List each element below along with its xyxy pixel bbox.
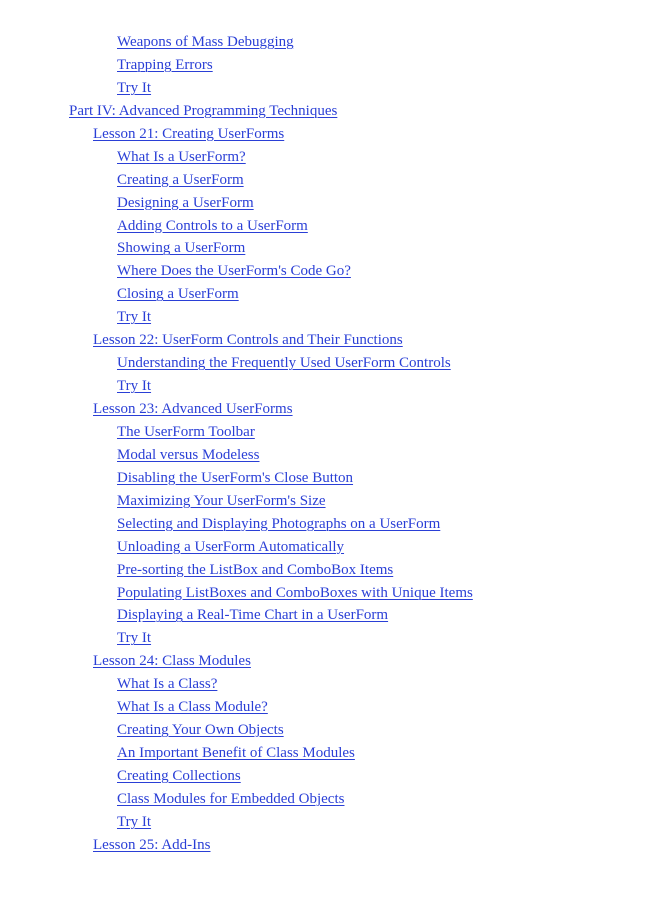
toc-section-link[interactable]: Designing a UserForm	[117, 194, 254, 211]
toc-section-link[interactable]: Try It	[117, 309, 152, 326]
toc-section-link[interactable]: Populating ListBoxes and ComboBoxes with Unique Items	[117, 584, 473, 601]
toc-section-link[interactable]: Weapons of Mass Debugging	[117, 34, 294, 50]
toc-lesson-link[interactable]: Lesson 22: UserForm Controls and Their Functions	[93, 332, 403, 349]
toc-section-link[interactable]: What Is a Class Module?	[117, 699, 268, 716]
toc-section-link[interactable]: Where Does the UserForm's Code Go?	[117, 263, 351, 280]
toc-lesson-link[interactable]: Lesson 21: Creating UserForms	[93, 125, 285, 142]
toc-section-link[interactable]: Selecting and Displaying Photographs on a UserForm	[117, 515, 441, 532]
toc-section-link[interactable]: Adding Controls to a UserForm	[117, 217, 308, 234]
toc-section-link[interactable]: Trapping Errors	[117, 56, 213, 73]
toc-section-link[interactable]: Try It	[117, 79, 152, 96]
toc-lesson-link[interactable]: Lesson 25: Add-Ins	[93, 836, 211, 853]
toc-section-link[interactable]: Try It	[117, 813, 152, 830]
toc-section-link[interactable]: What Is a UserForm?	[117, 148, 246, 165]
toc-section-link[interactable]: Unloading a UserForm Automatically	[117, 538, 345, 555]
toc-section-link[interactable]: Try It	[117, 630, 152, 647]
toc-section-link[interactable]: Closing a UserForm	[117, 286, 239, 303]
toc-part-link[interactable]: Part IV: Advanced Programming Techniques	[69, 102, 338, 119]
toc-section-link[interactable]: Displaying a Real-Time Chart in a UserForm	[117, 607, 389, 624]
toc-lesson-link[interactable]: Lesson 23: Advanced UserForms	[93, 401, 293, 417]
toc-section-link[interactable]: Creating Collections	[117, 768, 241, 784]
toc-section-link[interactable]: The UserForm Toolbar	[117, 423, 255, 440]
toc-section-link[interactable]: What Is a Class?	[117, 676, 218, 693]
toc-section-link[interactable]: Showing a UserForm	[117, 240, 246, 257]
toc-section-link[interactable]: Class Modules for Embedded Objects	[117, 790, 345, 807]
toc-section-link[interactable]: Maximizing Your UserForm's Size	[117, 492, 326, 509]
toc-section-link[interactable]: Disabling the UserForm's Close Button	[117, 469, 354, 486]
toc-section-link[interactable]: Understanding the Frequently Used UserForm Controls	[117, 355, 451, 372]
toc-section-link[interactable]: Creating a UserForm	[117, 171, 244, 188]
toc-section-link[interactable]: Try It	[117, 378, 152, 395]
toc-section-link[interactable]: Modal versus Modeless	[117, 446, 260, 463]
toc-section-link[interactable]: Creating Your Own Objects	[117, 722, 284, 739]
toc-lesson-link[interactable]: Lesson 24: Class Modules	[93, 653, 251, 670]
toc-section-link[interactable]: An Important Benefit of Class Modules	[117, 745, 355, 762]
table-of-contents	[0, 31, 660, 857]
toc-section-link[interactable]: Pre-sorting the ListBox and ComboBox Items	[117, 561, 394, 578]
